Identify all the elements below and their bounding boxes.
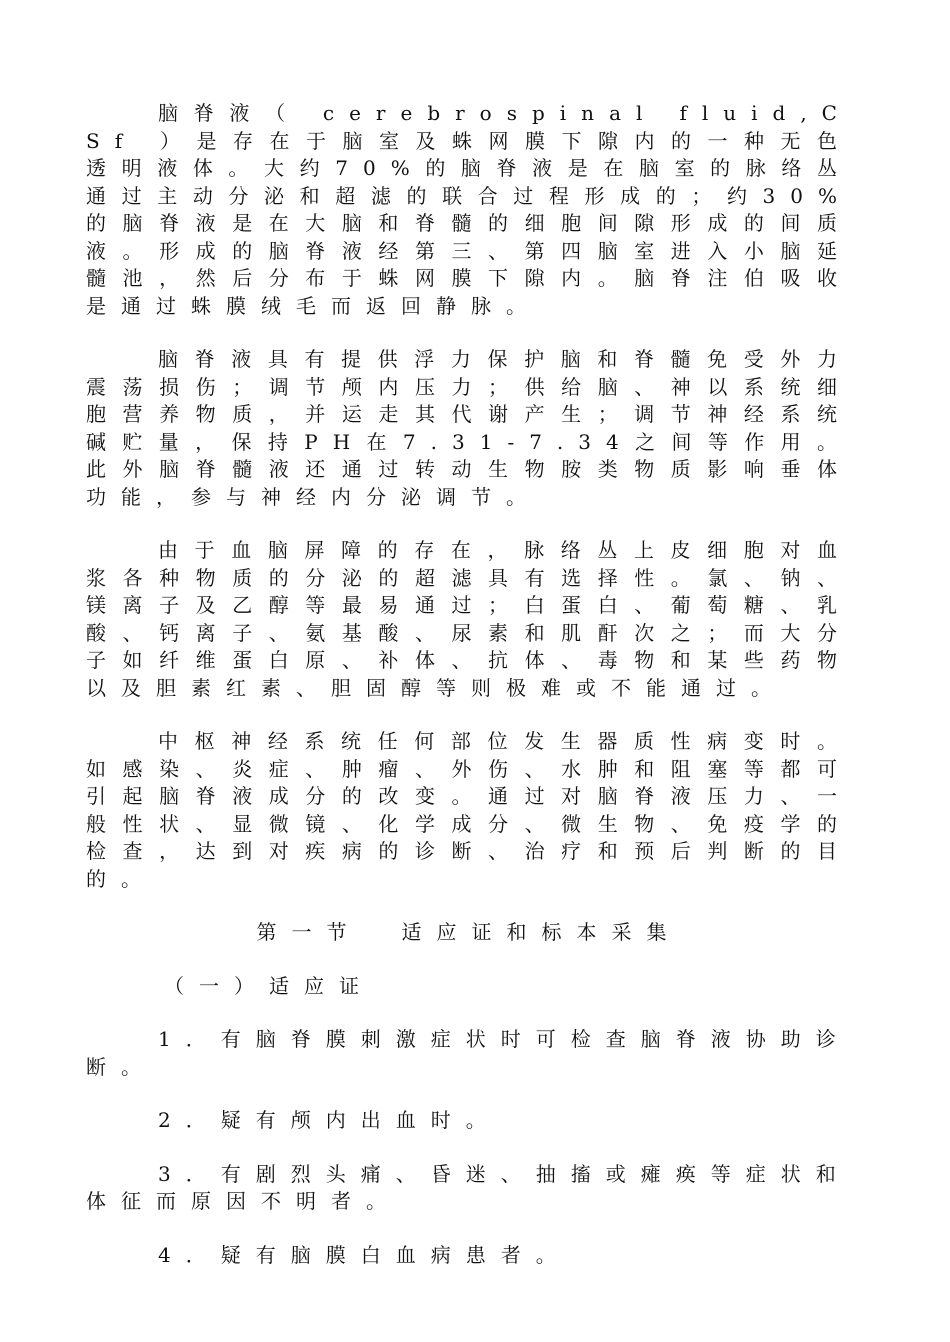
list-item: 2．疑有颅内出血时。 bbox=[158, 1108, 501, 1132]
list-item: 4．疑有脑膜白血病患者。 bbox=[158, 1242, 571, 1267]
paragraph-blood-brain-barrier: 由于血脑屏障的存在，脉络丛上皮细胞对血浆各种物质的分泌的超滤具有选择性。氯、钠、镁离子及乙醇等最易通过；白蛋白、葡萄糖、乳酸、钙离子、氨基酸、尿素和肌酐次之；而大分子如纤维蛋白原、补体、抗体、毒物和某些药物以及胆素红素、胆固醇等则极难或不能通过。 bbox=[86, 538, 852, 700]
list-item: 1．有脑脊膜刺激症状时可检查脑脊液协助诊断。 bbox=[86, 1027, 851, 1079]
paragraph-csf-function: 脑脊液具有提供浮力保护脑和脊髓免受外力震荡损伤；调节颅内压力；供给脑、神以系统细胞营养物质，并运走其代谢产生；调节神经系统碱贮量，保持PH在7.31-7.34之间等作用。此外脑脊髓液还通过转动生物胺类物质影响垂体功能，参与神经内分泌调节。 bbox=[86, 347, 852, 509]
paragraph-csf-definition: 脑脊液（ cerebrospinal fluid,CSf ）是存在于脑室及蛛网膜下隙内的一种无色透明液体。大约70%的脑脊液是在脑室的脉络丛通过主动分泌和超滤的联合过程形成的；约30%的脑脊液是在大脑和脊髓的细胞间隙形成的间质液。形成的脑脊液经第三、第四脑室进入小脑延髓池，然后分布于蛛网膜下隙内。脑脊注伯吸收是通过蛛膜绒毛而返回静脉。 bbox=[86, 101, 852, 318]
subsection-heading: （一）适应证 bbox=[164, 973, 374, 998]
section-heading bbox=[86, 919, 852, 947]
document-page bbox=[86, 100, 852, 1295]
list-item: 3．有剧烈头痛、昏迷、抽搐或瘫痪等症状和体征而原因不明者。 bbox=[86, 1161, 851, 1213]
section-number: 第一节 bbox=[256, 920, 362, 944]
paragraph-cns-lesions: 中枢神经系统任何部位发生器质性病变时。如感染、炎症、肿瘤、外伤、水肿和阻塞等都可引起脑脊液成分的改变。通过对脑脊液压力、一般性状、显微镜、化学成分、微生物、免疫学的检查，达到对疾病的诊断、治疗和预后判断的目的。 bbox=[86, 729, 852, 891]
section-title: 适应证和标本采集 bbox=[401, 920, 682, 944]
